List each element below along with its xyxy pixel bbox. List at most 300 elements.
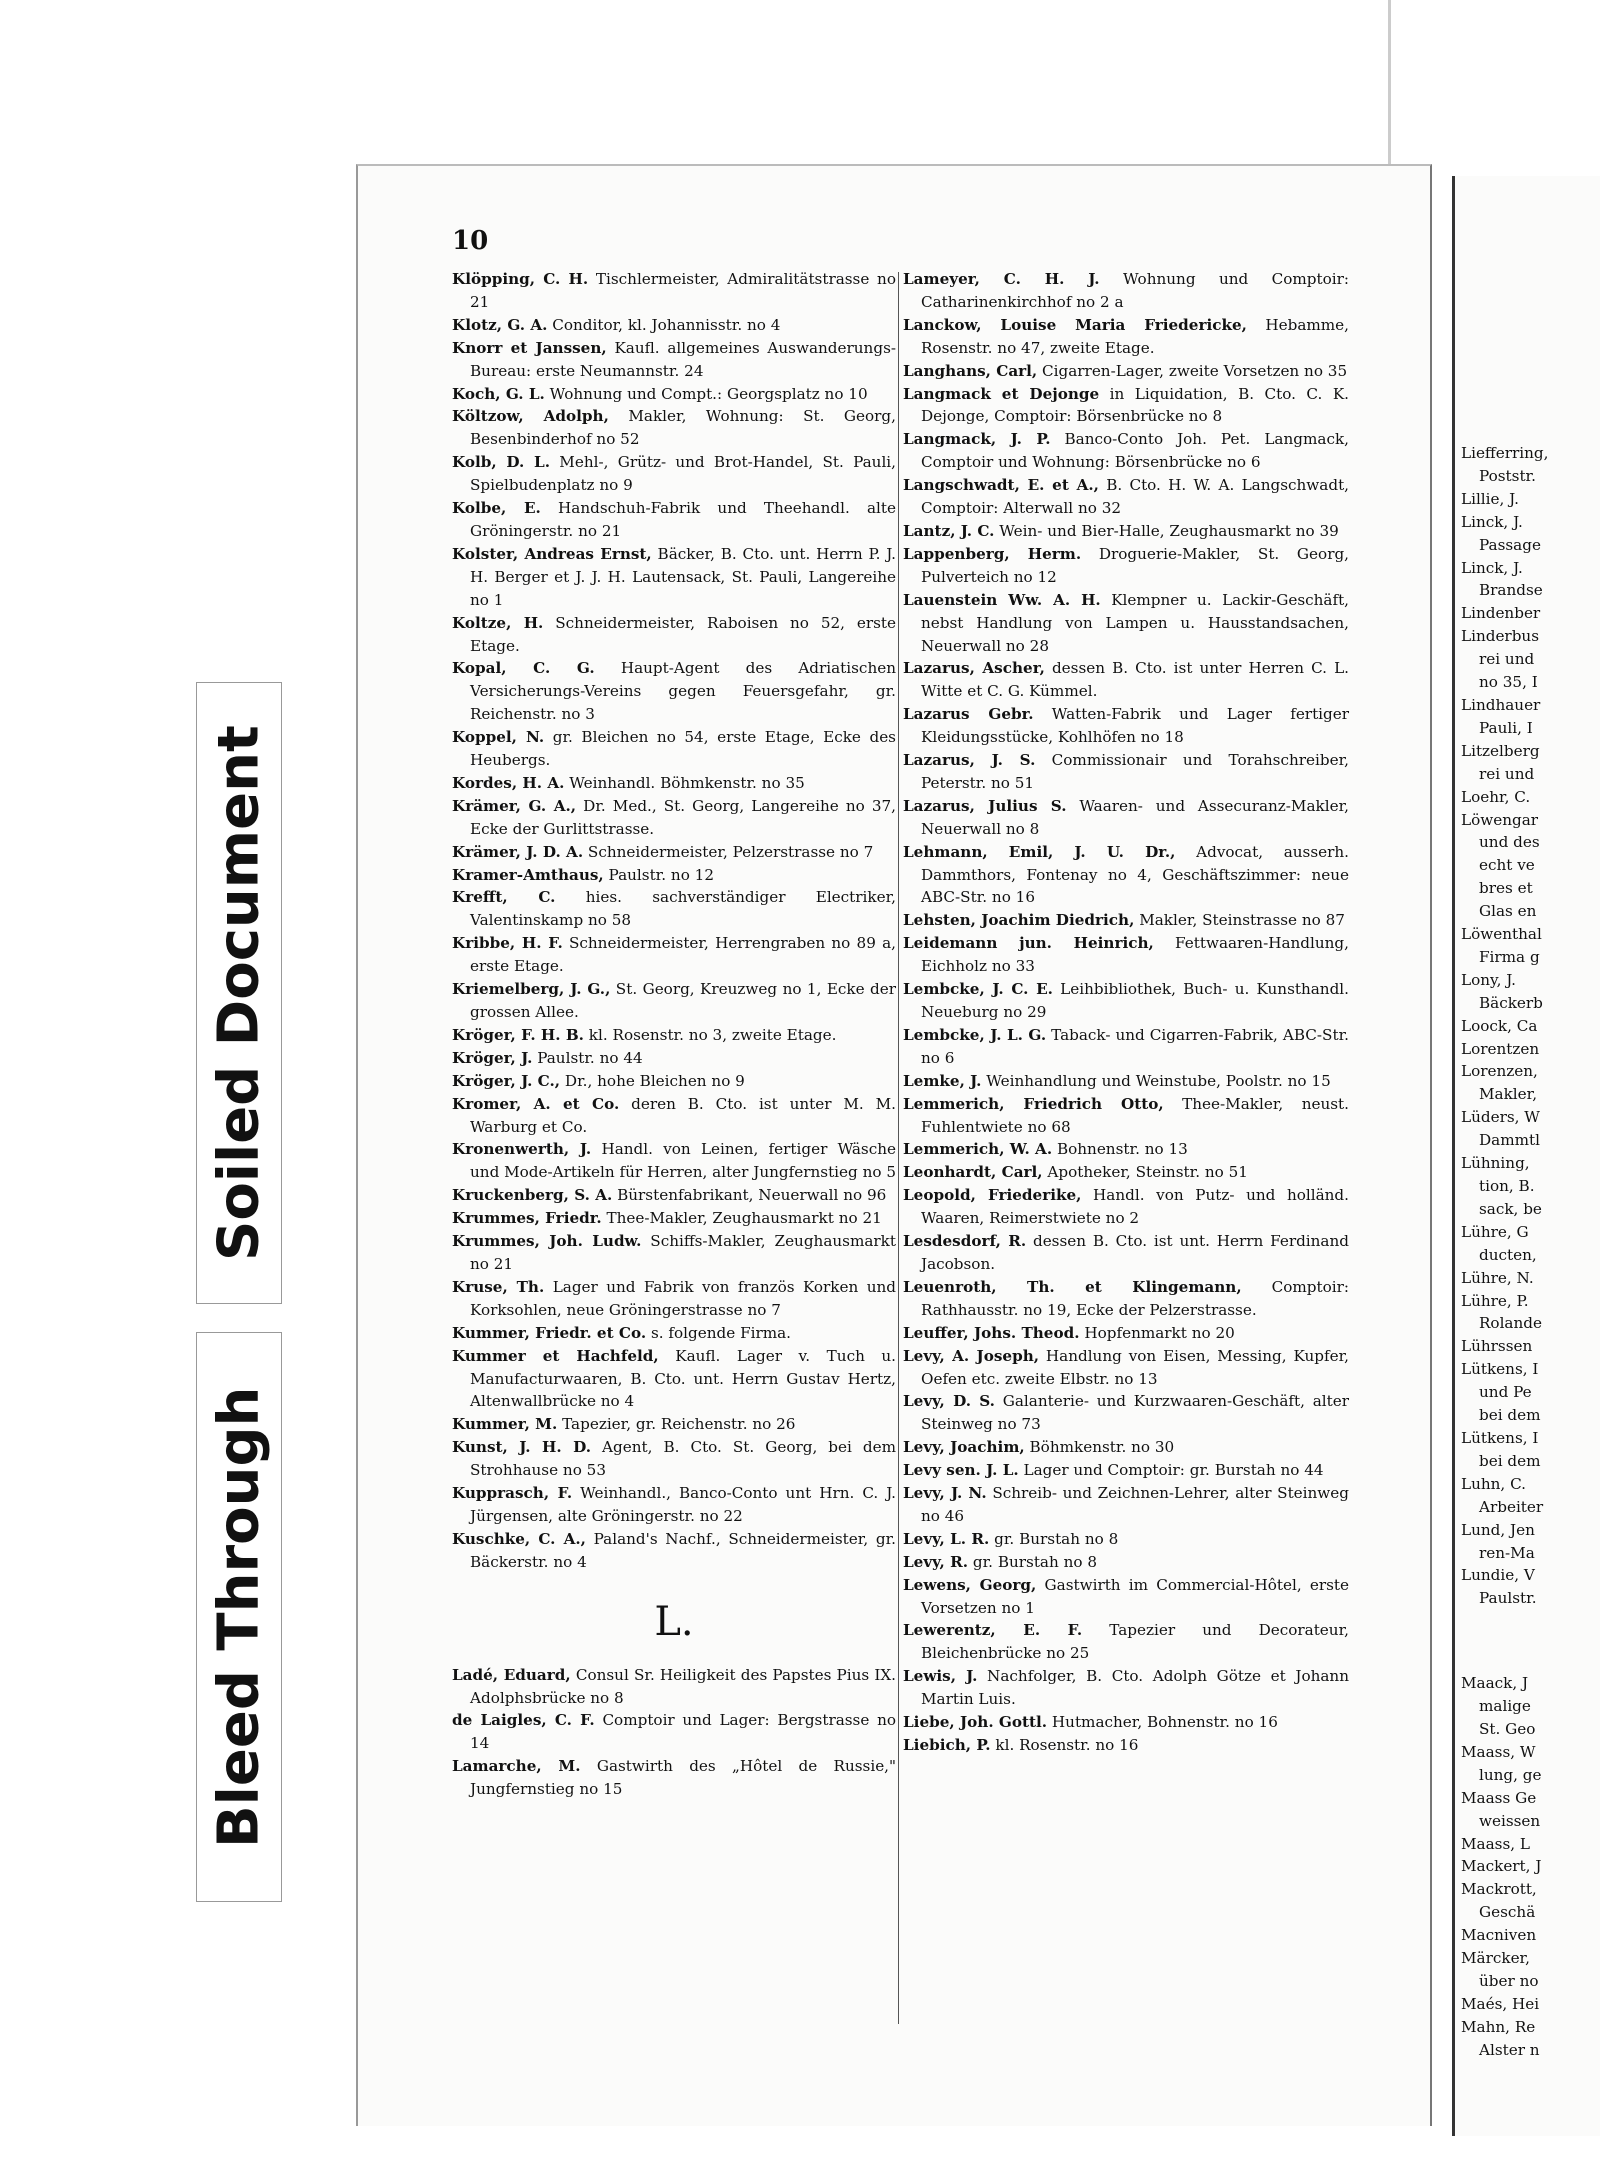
entry-name: Kupprasch, F. — [452, 1484, 573, 1503]
directory-entry — [903, 1184, 1349, 1230]
entry-details: hies. sachverständiger Electriker, Valentinskamp no 58 — [470, 888, 897, 930]
cut-off-line: Loock, Ca — [1461, 1016, 1538, 1035]
entry-details: Böhmkenstr. no 30 — [1024, 1438, 1175, 1457]
entry-name: de Laigles, C. F. — [452, 1711, 595, 1730]
entry-name: Kolb, D. L. — [452, 453, 551, 472]
entry-name: Kröger, J. C., — [452, 1071, 561, 1090]
entry-details: Watten-Fabrik und Lager fertiger Kleidungsstücke, Kohlhöfen no 18 — [921, 705, 1349, 747]
entry-details: Thee-Makler, Zeughausmarkt no 21 — [601, 1209, 882, 1228]
entry-details: kl. Rosenstr. no 16 — [990, 1736, 1139, 1754]
directory-entry — [452, 1664, 896, 1710]
directory-entry — [452, 1276, 896, 1322]
cut-off-line: ducten, — [1479, 1245, 1537, 1264]
entry-name: Leonhardt, Carl, — [903, 1163, 1043, 1182]
entry-name: Lewens, Georg, — [903, 1575, 1037, 1594]
adjacent-page-edge — [1388, 0, 1391, 176]
directory-entry — [903, 520, 1349, 543]
entry-details: Schneidermeister, Herrengraben no 89 a, erste Etage. — [470, 934, 896, 976]
entry-name: Lesdesdorf, R. — [903, 1232, 1027, 1251]
cut-off-line: ren-Ma — [1479, 1543, 1535, 1562]
cut-off-line: rei und — [1479, 764, 1535, 783]
directory-entry — [452, 1047, 896, 1070]
cut-off-line: und Pe — [1479, 1383, 1532, 1402]
entry-name: Lehsten, Joachim Diedrich, — [903, 911, 1135, 930]
entry-details: Commissionair und Torahschreiber, Peterstr. no 51 — [921, 751, 1349, 792]
entry-details: Advocat, ausserh. Dammthors, Fontenay no 4, Geschäftszimmer: neue ABC-Str. no 16 — [921, 842, 1350, 907]
cut-off-line: bei dem — [1479, 1406, 1541, 1425]
directory-entry — [452, 268, 896, 314]
directory-entry — [903, 1528, 1349, 1551]
directory-entry — [452, 1070, 896, 1093]
entry-name: Kribbe, H. F. — [452, 934, 563, 953]
entry-name: Leuenroth, Th. et Klingemann, — [903, 1277, 1242, 1296]
cut-off-line: und des — [1479, 833, 1540, 852]
entry-name: Lameyer, C. H. J. — [903, 270, 1100, 288]
entry-details: Gastwirth im Commercial-Hôtel, erste Vorsetzen no 1 — [921, 1575, 1349, 1617]
entry-details: Kaufl. allgemeines Auswanderungs-Bureau: erste Neumannstr. 24 — [470, 338, 896, 380]
directory-entry — [452, 1436, 896, 1482]
entry-details: Droguerie-Makler, St. Georg, Pulverteich no 12 — [921, 544, 1349, 586]
entry-name: Levy, D. S. — [903, 1392, 995, 1411]
entry-details: Dr. Med., St. Georg, Langereihe no 37, Ecke der Gurlittstrasse. — [470, 796, 896, 838]
directory-entry — [452, 1345, 896, 1414]
entry-details: Klempner u. Lackir-Geschäft, nebst Handlung von Lampen u. Hausstandsachen, Neuerwall no 28 — [921, 590, 1350, 655]
directory-entry — [903, 657, 1349, 703]
entry-details: Weinhandl., Banco-Conto unt Hrn. C. J. Jürgensen, alte Gröningerstr. no 22 — [470, 1484, 896, 1525]
directory-entry — [903, 314, 1349, 360]
directory-entry — [452, 978, 896, 1024]
cut-off-line: Linck, J. — [1461, 512, 1523, 531]
cut-off-line: Maass Ge — [1461, 1788, 1537, 1807]
entry-details: Weinhandlung und Weinstube, Poolstr. no 15 — [981, 1071, 1331, 1090]
directory-entry — [452, 841, 896, 864]
cut-off-line: Lund, Jen — [1461, 1520, 1535, 1539]
entry-name: Krämer, J. D. A. — [452, 842, 584, 861]
entry-name: Klotz, G. A. — [452, 315, 548, 334]
directory-entry — [452, 772, 896, 795]
entry-details: gr. Burstah no 8 — [968, 1552, 1098, 1571]
entry-name: Leuffer, Johs. Theod. — [903, 1323, 1080, 1342]
entry-details: B. Cto. H. W. A. Langschwadt, Comptoir: Alterwall no 32 — [921, 476, 1350, 518]
entry-name: Költzow, Adolph, — [452, 407, 609, 426]
cut-off-line: sack, be — [1479, 1199, 1542, 1218]
entry-name: Lemmerich, Friedrich Otto, — [903, 1094, 1164, 1113]
entry-name: Kummer, M. — [452, 1415, 558, 1434]
entry-name: Kolster, Andreas Ernst, — [452, 544, 652, 563]
directory-entry — [452, 314, 896, 337]
directory-entry — [452, 886, 896, 932]
entry-name: Kromer, A. et Co. — [452, 1094, 620, 1113]
entry-name: Koltze, H. — [452, 613, 544, 632]
entry-name: Lembcke, J. C. E. — [903, 980, 1053, 999]
directory-entry — [903, 1024, 1349, 1070]
cut-off-line: Mahn, Re — [1461, 2017, 1536, 2036]
directory-entry — [903, 841, 1349, 910]
entry-details: Tapezier, gr. Reichenstr. no 26 — [557, 1415, 796, 1434]
directory-entry — [452, 1093, 896, 1139]
entry-details: Paland's Nachf., Schneidermeister, gr. Bäckerstr. no 4 — [470, 1529, 896, 1571]
entry-details: Consul Sr. Heiligkeit des Papstes Pius IX. Adolphsbrücke no 8 — [470, 1665, 896, 1707]
cut-off-line: Lorenzen, — [1461, 1062, 1538, 1081]
entry-details: gr. Bleichen no 54, erste Etage, Ecke des Heubergs. — [470, 728, 896, 770]
entry-name: Langschwadt, E. et A., — [903, 476, 1099, 495]
cut-off-line: rei und — [1479, 650, 1535, 669]
cut-off-line: über no — [1479, 1972, 1539, 1990]
bleed-through-label: Bleed Through — [196, 1332, 282, 1902]
cut-off-line: Litzelberg — [1461, 741, 1540, 760]
entry-details: Galanterie- und Kurzwaaren-Geschäft, alter Steinweg no 73 — [921, 1392, 1349, 1434]
cut-off-line: Löwengar — [1461, 810, 1539, 829]
cut-off-line: Lindhauer — [1461, 695, 1541, 714]
entry-name: Levy, A. Joseph, — [903, 1346, 1040, 1365]
directory-entry — [452, 1207, 896, 1230]
entry-name: Ladé, Eduard, — [452, 1665, 571, 1684]
directory-entry — [452, 1709, 896, 1755]
directory-entry — [452, 383, 896, 406]
directory-entry — [452, 726, 896, 772]
directory-entry — [452, 497, 896, 543]
column-divider — [898, 272, 899, 2024]
entry-details: Comptoir und Lager: Bergstrasse no 14 — [470, 1711, 896, 1753]
entry-details: Apotheker, Steinstr. no 51 — [1042, 1163, 1248, 1182]
cut-off-line: Lüders, W — [1461, 1108, 1540, 1127]
entry-details: Fettwaaren-Handlung, Eichholz no 33 — [921, 934, 1349, 976]
directory-entry — [903, 1734, 1349, 1757]
cut-off-line: malige — [1479, 1697, 1531, 1716]
entry-details: Thee-Makler, neust. Fuhlentwiete no 68 — [921, 1094, 1349, 1136]
cut-off-line: Paulstr. — [1479, 1589, 1537, 1608]
cut-off-line: Rolande — [1479, 1314, 1542, 1333]
directory-entry — [452, 1138, 896, 1184]
entry-name: Kummer et Hachfeld, — [452, 1346, 659, 1365]
entry-details: s. folgende Firma. — [646, 1323, 792, 1342]
entry-details: Comptoir: Rathhausstr. no 19, Ecke der Pelzerstrasse. — [921, 1277, 1349, 1319]
entry-details: Makler, Wohnung: St. Georg, Besenbinderhof no 52 — [470, 407, 896, 449]
cut-off-line: Lundie, V — [1461, 1566, 1535, 1585]
entry-name: Lembcke, J. L. G. — [903, 1025, 1047, 1044]
cut-off-line: Linderbus — [1461, 627, 1539, 646]
directory-entry — [452, 405, 896, 451]
directory-entry — [452, 1413, 896, 1436]
entry-details: Handl. von Leinen, fertiger Wäsche und Mode-Artikeln für Herren, alter Jungfernstieg no 5 — [470, 1140, 897, 1182]
cut-off-line: Passage — [1479, 535, 1541, 554]
entry-name: Leopold, Friederike, — [903, 1186, 1082, 1205]
entry-name: Levy, R. — [903, 1552, 969, 1571]
soiled-document-label: Soiled Document — [196, 682, 282, 1304]
entry-details: Handschuh-Fabrik und Theehandl. alte Gröningerstr. no 21 — [470, 499, 896, 540]
cut-off-line: Maés, Hei — [1461, 1994, 1540, 2013]
entry-details: St. Georg, Kreuzweg no 1, Ecke der grossen Allee. — [470, 980, 896, 1021]
directory-entry — [452, 864, 896, 887]
directory-entry — [452, 337, 896, 383]
cut-off-line: no 35, I — [1479, 673, 1538, 692]
cut-off-line: echt ve — [1479, 856, 1535, 875]
entry-details: Paulstr. no 12 — [603, 865, 714, 884]
entry-name: Krefft, C. — [452, 888, 556, 907]
column-1 — [452, 268, 896, 1801]
cut-off-line: Poststr. — [1479, 466, 1536, 485]
entry-name: Knorr et Janssen, — [452, 338, 607, 357]
entry-name: Kunst, J. H. D. — [452, 1438, 592, 1457]
entry-name: Kriemelberg, J. G., — [452, 980, 611, 999]
entry-name: Lemmerich, W. A. — [903, 1140, 1053, 1159]
entry-details: Banco-Conto Joh. Pet. Langmack, Comptoir und Wohnung: Börsenbrücke no 6 — [921, 430, 1349, 472]
entry-name: Liebich, P. — [903, 1736, 991, 1754]
entry-details: Makler, Steinstrasse no 87 — [1134, 911, 1345, 930]
entry-name: Levy sen. J. L. — [903, 1461, 1019, 1480]
entry-details: Haupt-Agent des Adriatischen Versicherungs-Vereins gegen Feuersgefahr, gr. Reichenstr. no 3 — [470, 659, 896, 724]
entry-details: Conditor, kl. Johannisstr. no 4 — [547, 315, 781, 334]
cut-off-line: Lühning, — [1461, 1154, 1530, 1173]
entry-details: Leihbibliothek, Buch- u. Kunsthandl. Neueburg no 29 — [921, 980, 1349, 1021]
entry-details: in Liquidation, B. Cto. C. K. Dejonge, Comptoir: Börsenbrücke no 8 — [921, 384, 1349, 426]
cut-off-line: Luhn, C. — [1461, 1474, 1526, 1493]
entry-details: Mehl-, Grütz- und Brot-Handel, St. Pauli, Spielbudenplatz no 9 — [470, 453, 896, 495]
cut-off-line: Brandse — [1479, 581, 1543, 600]
directory-entry — [452, 612, 896, 658]
cut-off-line: Mackert, J — [1461, 1857, 1542, 1876]
entry-name: Langmack et Dejonge — [903, 384, 1100, 403]
entry-details: Lager und Comptoir: gr. Burstah no 44 — [1018, 1461, 1324, 1480]
directory-entry — [903, 268, 1349, 314]
entry-details: Handl. von Putz- und holländ. Waaren, Reimerstwiete no 2 — [921, 1186, 1349, 1228]
cut-off-line: Dammtl — [1479, 1131, 1540, 1150]
cut-off-line: Lindenber — [1461, 604, 1541, 623]
cut-off-line: lung, ge — [1479, 1765, 1542, 1784]
entry-name: Kolbe, E. — [452, 499, 541, 518]
entry-name: Kummer, Friedr. et Co. — [452, 1323, 647, 1342]
cut-off-line: Maass, W — [1461, 1742, 1536, 1761]
directory-entry — [903, 1093, 1349, 1139]
entry-details: Handlung von Eisen, Messing, Kupfer, Oefen etc. zweite Elbstr. no 13 — [921, 1346, 1350, 1388]
directory-entry — [903, 543, 1349, 589]
entry-name: Langmack, J. P. — [903, 430, 1051, 449]
cut-off-line: Alster n — [1479, 2040, 1540, 2059]
entry-name: Lehmann, Emil, J. U. Dr., — [903, 842, 1176, 861]
directory-entry — [903, 1138, 1349, 1161]
cut-off-line: Lühre, N. — [1461, 1268, 1534, 1287]
directory-entry — [903, 749, 1349, 795]
entry-details: Paulstr. no 44 — [532, 1048, 643, 1067]
entry-name: Klöpping, C. H. — [452, 270, 589, 288]
entry-details: Tischlermeister, Admiralitätstrasse no 21 — [470, 270, 896, 311]
entry-details: Hebamme, Rosenstr. no 47, zweite Etage. — [921, 315, 1349, 357]
entry-name: Krummes, Friedr. — [452, 1209, 602, 1228]
directory-entry — [452, 1755, 896, 1801]
entry-name: Lewis, J. — [903, 1667, 978, 1686]
entry-name: Koch, G. L. — [452, 384, 545, 403]
cut-off-line: Bäckerb — [1479, 993, 1543, 1012]
directory-entry — [903, 795, 1349, 841]
entry-name: Kronenwerth, J. — [452, 1140, 592, 1159]
directory-entry — [903, 383, 1349, 429]
directory-entry — [903, 1482, 1349, 1528]
cut-off-line: weissen — [1479, 1811, 1541, 1830]
entry-name: Lamarche, M. — [452, 1757, 581, 1776]
cut-off-line: Macniven — [1461, 1926, 1537, 1945]
entry-details: gr. Burstah no 8 — [989, 1529, 1119, 1548]
cut-off-line: Maack, J — [1461, 1674, 1529, 1693]
entry-name: Kuschke, C. A., — [452, 1529, 586, 1548]
column-3 — [1461, 442, 1600, 2062]
directory-entry — [903, 1161, 1349, 1184]
directory-entry — [903, 909, 1349, 932]
directory-entry — [452, 1528, 896, 1574]
entry-details: Kaufl. Lager v. Tuch u. Manufacturwaaren, B. Cto. unt. Herrn Gustav Hertz, Altenwallbrücke no 4 — [470, 1346, 896, 1411]
cut-off-line: Märcker, — [1461, 1949, 1530, 1968]
directory-entry — [903, 474, 1349, 520]
entry-details: Hutmacher, Bohnenstr. no 16 — [1047, 1713, 1278, 1732]
entry-name: Levy, L. R. — [903, 1529, 990, 1548]
entry-name: Liebe, Joh. Gottl. — [903, 1713, 1048, 1732]
entry-name: Leidemann jun. Heinrich, — [903, 934, 1154, 953]
entry-name: Lappenberg, Herm. — [903, 544, 1082, 563]
entry-name: Levy, Joachim, — [903, 1438, 1025, 1457]
directory-entry — [903, 1276, 1349, 1322]
column-gap — [1461, 1610, 1600, 1672]
directory-entry — [903, 932, 1349, 978]
directory-entry — [452, 543, 896, 612]
entry-name: Kröger, J. — [452, 1048, 533, 1067]
cut-off-line: Lillie, J. — [1461, 489, 1519, 508]
entry-details: dessen B. Cto. ist unt. Herrn Ferdinand Jacobson. — [921, 1232, 1349, 1273]
directory-entry — [903, 1230, 1349, 1276]
directory-entry — [903, 1574, 1349, 1620]
entry-details: Schiffs-Makler, Zeughausmarkt no 21 — [470, 1232, 896, 1273]
cut-off-line: Linck, J. — [1461, 558, 1523, 577]
page-number: 10 — [452, 226, 489, 256]
entry-details: Wohnung und Compt.: Georgsplatz no 10 — [544, 384, 868, 403]
directory-entry — [452, 1230, 896, 1276]
entry-name: Lantz, J. C. — [903, 521, 995, 540]
entry-details: Weinhandl. Böhmkenstr. no 35 — [564, 773, 805, 792]
directory-entry — [452, 1482, 896, 1528]
entry-name: Krämer, G. A., — [452, 796, 577, 815]
entry-details: Hopfenmarkt no 20 — [1079, 1323, 1235, 1342]
directory-entry — [903, 1390, 1349, 1436]
entry-details: Wein- und Bier-Halle, Zeughausmarkt no 39 — [994, 521, 1339, 540]
entry-details: Schneidermeister, Raboisen no 52, erste Etage. — [470, 613, 897, 655]
directory-entry — [903, 978, 1349, 1024]
column-2 — [903, 268, 1349, 1757]
cut-off-line: Pauli, I — [1479, 718, 1533, 737]
directory-entry — [903, 1551, 1349, 1574]
directory-entry — [452, 795, 896, 841]
entry-details: Bürstenfabrikant, Neuerwall no 96 — [612, 1186, 887, 1205]
cut-off-line: Geschä — [1479, 1903, 1536, 1922]
directory-entry — [903, 1322, 1349, 1345]
entry-details: Taback- und Cigarren-Fabrik, ABC-Str. no 6 — [921, 1025, 1349, 1067]
cut-off-line: Lony, J. — [1461, 970, 1516, 989]
directory-entry — [452, 932, 896, 978]
entry-name: Kopal, C. G. — [452, 659, 595, 678]
directory-entry — [903, 1070, 1349, 1093]
directory-entry — [903, 1345, 1349, 1391]
entry-name: Lazarus, Ascher, — [903, 659, 1045, 678]
cut-off-line: Löwenthal — [1461, 925, 1542, 944]
entry-details: Waaren- und Assecuranz-Makler, Neuerwall no 8 — [921, 796, 1350, 838]
entry-name: Kruckenberg, S. A. — [452, 1186, 613, 1205]
entry-name: Lanckow, Louise Maria Friedericke, — [903, 315, 1247, 334]
cut-off-line: Arbeiter — [1479, 1497, 1544, 1516]
directory-entry — [903, 1619, 1349, 1665]
section-letter-heading: L. — [654, 1598, 694, 1645]
entry-name: Krummes, Joh. Ludw. — [452, 1232, 642, 1251]
directory-entry — [452, 1184, 896, 1207]
entry-details: Bäcker, B. Cto. unt. Herrn P. J. H. Berger et J. J. H. Lautensack, St. Pauli, Langereihe no 1 — [470, 544, 896, 609]
entry-name: Langhans, Carl, — [903, 361, 1038, 380]
cut-off-line: Lührssen — [1461, 1337, 1533, 1356]
entry-name: Kröger, F. H. B. — [452, 1025, 584, 1044]
cut-off-line: tion, B. — [1479, 1177, 1535, 1195]
entry-name: Koppel, N. — [452, 728, 545, 747]
entry-details: Agent, B. Cto. St. Georg, bei dem Strohhause no 53 — [470, 1438, 896, 1480]
cut-off-line: Mackrott, — [1461, 1880, 1537, 1899]
cut-off-line: Lühre, G — [1461, 1222, 1529, 1241]
entry-details: deren B. Cto. ist unter M. M. Warburg et Co. — [470, 1094, 897, 1136]
cut-off-line: Makler, — [1479, 1085, 1538, 1104]
entry-name: Levy, J. N. — [903, 1484, 987, 1503]
entry-details: Schneidermeister, Pelzerstrasse no 7 — [583, 842, 874, 861]
directory-entry — [903, 360, 1349, 383]
directory-entry — [903, 428, 1349, 474]
next-page-fragment — [1452, 176, 1600, 2136]
directory-entry — [903, 1711, 1349, 1734]
cut-off-line: Lütkens, I — [1461, 1428, 1539, 1447]
entry-name: Kramer-Amthaus, — [452, 865, 604, 884]
cut-off-line: Glas en — [1479, 902, 1537, 921]
cut-off-line: St. Geo — [1479, 1720, 1536, 1739]
directory-entry — [452, 657, 896, 726]
entry-details: Tapezier und Decorateur, Bleichenbrücke no 25 — [921, 1621, 1349, 1663]
entry-name: Kruse, Th. — [452, 1277, 545, 1296]
entry-name: Lewerentz, E. F. — [903, 1621, 1083, 1640]
entry-details: Bohnenstr. no 13 — [1052, 1140, 1188, 1159]
cut-off-line: Loehr, C. — [1461, 787, 1531, 806]
entry-details: Nachfolger, B. Cto. Adolph Götze et Johann Martin Luis. — [921, 1667, 1349, 1709]
cut-off-line: Maass, L — [1461, 1834, 1530, 1853]
cut-off-line: Lorentzen — [1461, 1039, 1540, 1058]
cut-off-line: Firma g — [1479, 947, 1540, 966]
cut-off-line: Lütkens, I — [1461, 1360, 1539, 1379]
entry-details: Lager und Fabrik von französ Korken und Korksohlen, neue Gröningerstrasse no 7 — [470, 1277, 896, 1319]
directory-entry — [452, 451, 896, 497]
directory-entry — [903, 1436, 1349, 1459]
directory-entry — [452, 1322, 896, 1345]
directory-entry — [452, 1024, 896, 1047]
cut-off-line: Lühre, P. — [1461, 1291, 1529, 1310]
entry-details: Dr., hohe Bleichen no 9 — [560, 1071, 745, 1090]
directory-entry — [903, 589, 1349, 658]
entry-name: Lauenstein Ww. A. H. — [903, 590, 1101, 609]
entry-details: Cigarren-Lager, zweite Vorsetzen no 35 — [1037, 361, 1348, 380]
cut-off-line: bres et — [1479, 879, 1533, 898]
entry-name: Kordes, H. A. — [452, 773, 565, 792]
entry-name: Lazarus Gebr. — [903, 705, 1034, 724]
entry-name: Lazarus, Julius S. — [903, 796, 1067, 815]
entry-name: Lazarus, J. S. — [903, 751, 1036, 770]
entry-details: Schreib- und Zeichnen-Lehrer, alter Steinweg no 46 — [921, 1484, 1350, 1525]
cut-off-line: Liefferring, — [1461, 444, 1549, 462]
entry-details: Wohnung und Comptoir: Catharinenkirchhof no 2 a — [921, 270, 1349, 311]
directory-entry — [903, 1459, 1349, 1482]
entry-name: Lemke, J. — [903, 1071, 982, 1090]
entry-details: Gastwirth des „Hôtel de Russie," Jungfernstieg no 15 — [470, 1757, 896, 1799]
entry-details: kl. Rosenstr. no 3, zweite Etage. — [583, 1025, 837, 1044]
directory-entry — [903, 703, 1349, 749]
entry-details: dessen B. Cto. ist unter Herren C. L. Witte et C. G. Kümmel. — [921, 659, 1349, 701]
directory-entry — [903, 1665, 1349, 1711]
